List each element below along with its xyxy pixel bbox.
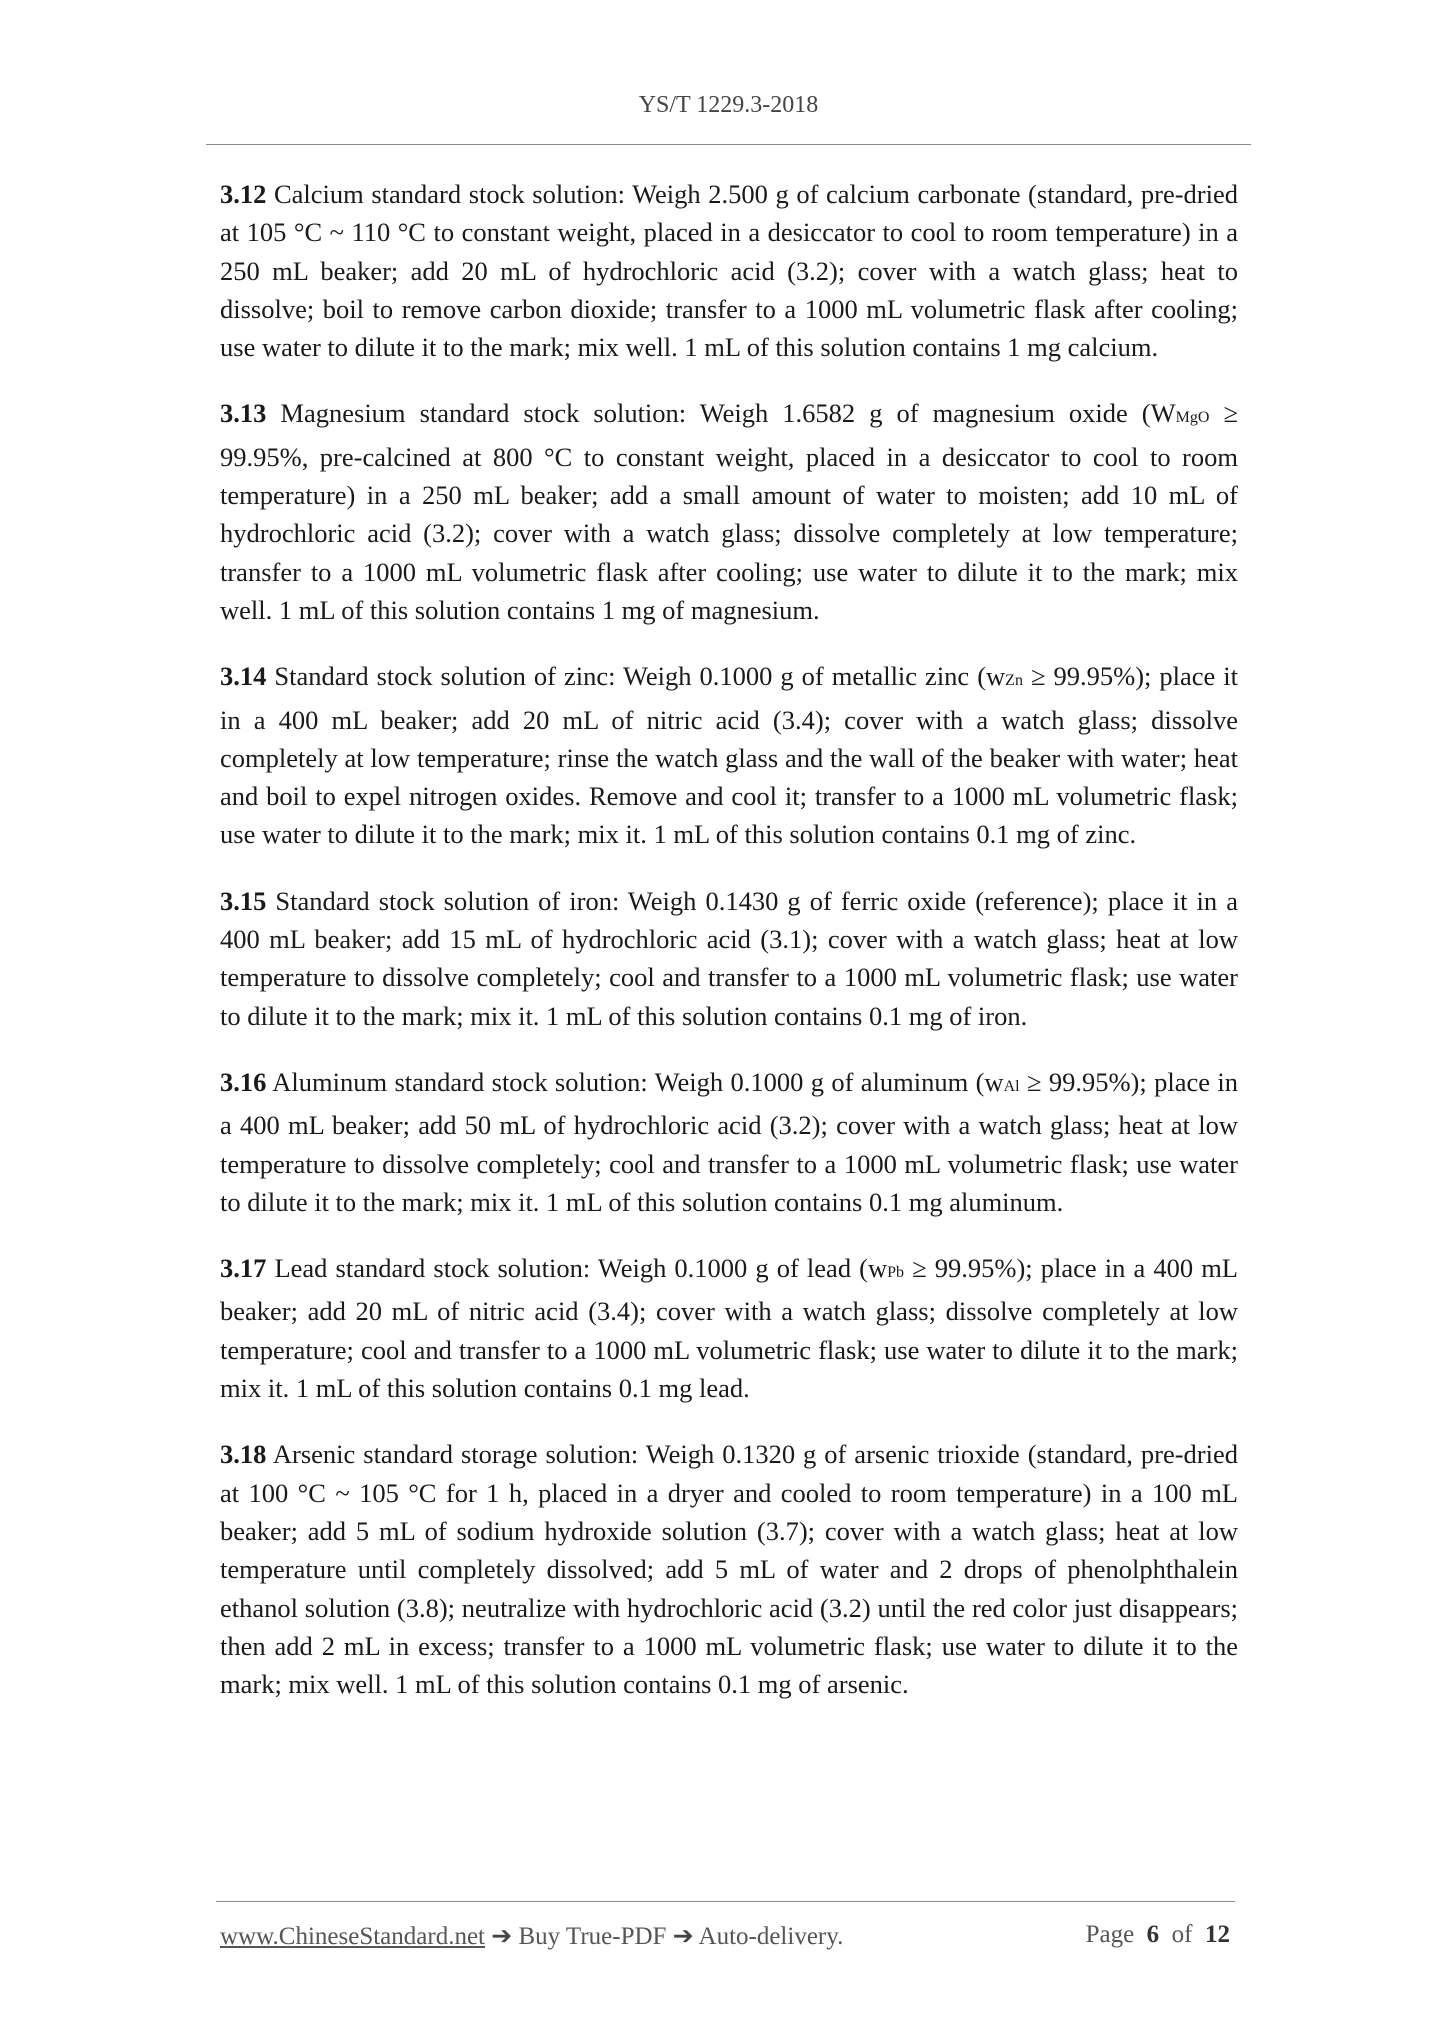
document-code-header: YS/T 1229.3-2018 bbox=[638, 92, 819, 118]
arrow-right-icon: ➔ bbox=[672, 1923, 694, 1950]
page-label: Page bbox=[1085, 1921, 1135, 1948]
clause-number: 3.13 bbox=[220, 398, 267, 429]
clause-paragraph bbox=[220, 394, 1238, 629]
clause-text: Lead standard stock solution: Weigh 0.1000 g of lead (w bbox=[266, 1253, 888, 1284]
page-footer bbox=[220, 1921, 1230, 1951]
clause-number: 3.18 bbox=[220, 1439, 267, 1470]
document-body bbox=[220, 175, 1238, 1731]
clause-number: 3.14 bbox=[220, 661, 267, 692]
header-divider bbox=[206, 144, 1251, 145]
chemical-subscript: MgO bbox=[1175, 409, 1210, 427]
clause-paragraph bbox=[220, 175, 1238, 366]
clause-text: Calcium standard stock solution: Weigh 2.500 g of calcium carbonate (standard, pre-dried at 105 °C ~ 110 °C to constant weight, placed in a desiccator to cool to room temperature) in a 250 mL beaker; add 20 mL of hydrochloric acid (3.2); cover with a watch glass; heat to dissolve; boil to remove carbon dioxide; transfer to a 1000 mL volumetric flask after cooling; use water to dilute it to the mark; mix well. 1 mL of this solution contains 1 mg calcium. bbox=[220, 179, 1238, 363]
clause-text: Aluminum standard stock solution: Weigh 0.1000 g of aluminum (w bbox=[266, 1066, 1004, 1097]
clause-number: 3.15 bbox=[220, 885, 267, 916]
website-link[interactable]: www.ChineseStandard.net bbox=[220, 1923, 485, 1950]
clause-paragraph bbox=[220, 1249, 1238, 1407]
clause-paragraph bbox=[220, 657, 1238, 853]
clause-number: 3.16 bbox=[220, 1066, 267, 1097]
chemical-subscript: Al bbox=[1003, 1077, 1020, 1095]
clause-text: Magnesium standard stock solution: Weigh 1.6582 g of magnesium oxide (W bbox=[266, 398, 1176, 429]
footer-divider bbox=[216, 1901, 1235, 1902]
clause-number: 3.17 bbox=[220, 1253, 267, 1284]
clause-paragraph bbox=[220, 1063, 1238, 1221]
chemical-subscript: Pb bbox=[887, 1264, 905, 1282]
of-label: of bbox=[1171, 1921, 1193, 1948]
buy-pdf-text: Buy True-PDF bbox=[518, 1923, 667, 1950]
clause-text: ≥ 99.95%); place in a 400 mL beaker; add 50 mL of hydrochloric acid (3.2); cover with a watch glass; heat at low temperature to dissolve completely; cool and transfer to a 1000 mL volumetric flask; use water to dilute it to the mark; mix it. 1 mL of this solution contains 0.1 mg aluminum. bbox=[220, 1066, 1238, 1217]
page-number: 6 bbox=[1146, 1921, 1160, 1948]
clause-text: Arsenic standard storage solution: Weigh 0.1320 g of arsenic trioxide (standard, pre-dried at 100 °C ~ 105 °C for 1 h, placed in a dryer and cooled to room temperature) in a 100 mL beaker; add 5 mL of sodium hydroxide solution (3.7); cover with a watch glass; heat at low temperature until completely dissolved; add 5 mL of water and 2 drops of phenolphthalein ethanol solution (3.8); neutralize with hydrochloric acid (3.2) until the red color just disappears; then add 2 mL in excess; transfer to a 1000 mL volumetric flask; use water to dilute it to the mark; mix well. 1 mL of this solution contains 0.1 mg of arsenic. bbox=[220, 1439, 1238, 1700]
auto-delivery-text: Auto-delivery. bbox=[698, 1923, 844, 1950]
clause-text: ≥ 99.95%); place in a 400 mL beaker; add 20 mL of nitric acid (3.4); cover with a watch glass; dissolve completely at low temperature; cool and transfer to a 1000 mL volumetric flask; use water to dilute it to the mark; mix it. 1 mL of this solution contains 0.1 mg lead. bbox=[220, 1253, 1238, 1404]
page-total: 12 bbox=[1205, 1921, 1230, 1948]
clause-paragraph bbox=[220, 882, 1238, 1035]
clause-text: ≥ 99.95%); place it in a 400 mL beaker; add 20 mL of nitric acid (3.4); cover with a watch glass; dissolve completely at low temperature; rinse the watch glass and the wall of the beaker with water; heat and boil to expel nitrogen oxides. Remove and cool it; transfer to a 1000 mL volumetric flask; use water to dilute it to the mark; mix it. 1 mL of this solution contains 0.1 mg of zinc. bbox=[220, 661, 1239, 850]
clause-number: 3.12 bbox=[220, 179, 267, 209]
clause-text: Standard stock solution of iron: Weigh 0.1430 g of ferric oxide (reference); place it in a 400 mL beaker; add 15 mL of hydrochloric acid (3.1); cover with a watch glass; heat at low temperature to dissolve completely; cool and transfer to a 1000 mL volumetric flask; use water to dilute it to the mark; mix it. 1 mL of this solution contains 0.1 mg of iron. bbox=[220, 885, 1238, 1031]
arrow-right-icon: ➔ bbox=[491, 1923, 513, 1950]
clause-text: ≥ 99.95%, pre-calcined at 800 °C to constant weight, placed in a desiccator to cool to room temperature) in a 250 mL beaker; add a small amount of water to moisten; add 10 mL of hydrochloric acid (3.2); cover with a watch glass; dissolve completely at low temperature; transfer to a 1000 mL volumetric flask after cooling; use water to dilute it to the mark; mix well. 1 mL of this solution contains 1 mg of magnesium. bbox=[220, 398, 1238, 625]
clause-paragraph bbox=[220, 1435, 1238, 1703]
chemical-subscript: Zn bbox=[1005, 672, 1023, 690]
clause-text: Standard stock solution of zinc: Weigh 0.1000 g of metallic zinc (w bbox=[266, 661, 1006, 692]
page-indicator bbox=[1086, 1921, 1230, 1949]
